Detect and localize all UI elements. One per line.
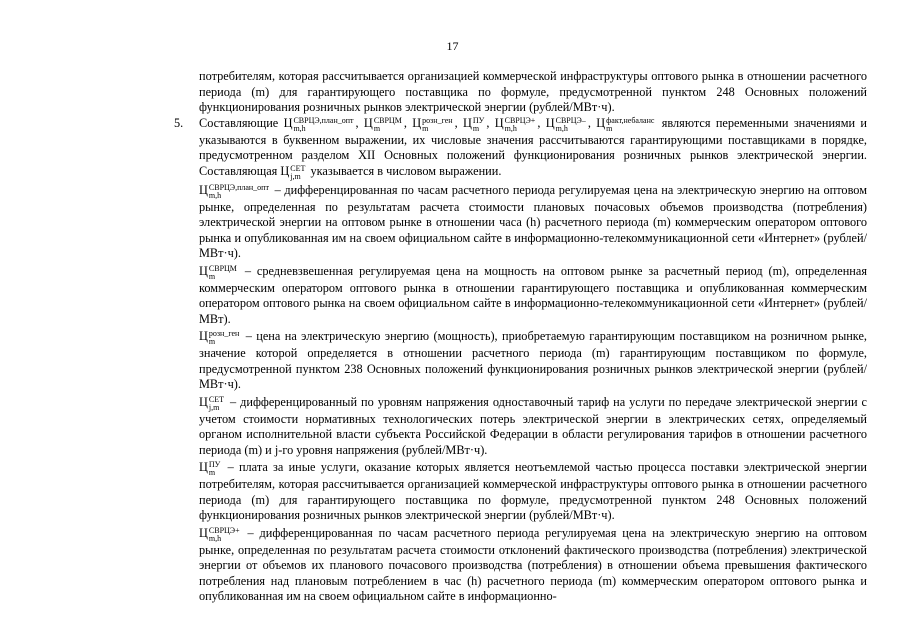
symbol-svrcm: Ц СВРЦМ m (363, 115, 402, 133)
intro-paragraph: потребителям, которая рассчитывается организацией коммерческой инфраструктуры оптового рынка в отношении расчетного периода (m) для гарантирующего поставщика по формуле, предусмотренной пунктом 248 Основных положений функционирования розничных рынков электрической энергии (рублей/МВт·ч). (199, 69, 867, 114)
symbol-plan-opt: Ц СВРЦЭ,план_опт m,h (283, 115, 354, 133)
definition-set: Ц СЕТ j,m – дифференцированный по уровням напряжения одноставочный тариф на услуги по передаче электрической энергии с учетом стоимости нормативных технологических потерь электрической энергии в электрических сетях, определяемый органом исполнительной власти субъекта Российской Федерации в области регулирования тарифов в отношении расчетного периода (m) и j-го уровня напряжения (рублей/МВт·ч). (199, 394, 867, 457)
definition-rozn-gen: Ц розн_ген m – цена на электрическую энергию (мощность), приобретаемую гарантирующим поставщиком на розничном рынке, значение которой определяется в отношении расчетного периода (m) гарантирующим поставщиком по формуле, предусмотренной пунктом 238 Основных положений функционирования розничных рынков электрической энергии (рублей/МВт·ч). (199, 329, 867, 391)
symbol-svrce-plus: Ц СВРЦЭ+ m,h (494, 115, 536, 133)
item-5-text: являются переменными значениями и указываются в буквенном выражении, их числовые значения рассчитываются гарантирующими поставщиками в порядке, предусмотренном разделом XII Основных положений функционирования розничных рынков электрической энергии. (199, 115, 867, 162)
definition-symbol: Ц СВРЦЭ,план_опт m,h (199, 182, 269, 200)
definition-symbol: Ц СЕТ j,m (199, 394, 224, 412)
list-item-5 (174, 115, 868, 605)
symbol-pu: Ц ПУ m (462, 115, 485, 133)
document-body (174, 69, 868, 605)
definition-svrcm: Ц СВРЦМ m – средневзвешенная регулируемая цена на мощность на оптовом рынке за расчетный период (m), определенная коммерческим оператором оптового рынка в отношении гарантирующего поставщика и опубликованная коммерческим оператором оптового рынка на своем официальном сайте в информационно-телекоммуникационной сети «Интернет» (рублей/МВт). (199, 263, 868, 326)
page-number: 17 (446, 39, 459, 53)
item-5-paragraph: Составляющие Ц СВРЦЭ,план_опт m,h , Ц СВРЦМ m , Ц розн_ген m , Ц ПУ m , Ц СВРЦЭ+ m,h , Ц СВРЦЭ– m,h , Ц факт,небаланс m являются переменными значениями и указываются в буквенном выражении, их числовые значения рассчитываются гарантирующими поставщиками в порядке, предусмотренном разделом XII Основных положений функционирования розничных рынков электрической энергии. Составляющая Ц СЕТ j,m указывается в числовом выражении. (199, 115, 867, 181)
definition-plan-opt: Ц СВРЦЭ,план_опт m,h – дифференцированная по часам расчетного периода регулируемая цена на электрическую энергию на оптовом рынке, определенная по результатам расчета стоимости плановых почасовых объемов производства (потребления) электрической энергии на оптовом рынке в отношении часа (h) расчетного периода (m) коммерческим оператором оптового рынка и опубликованная им на своем официальном сайте в информационно-телекоммуникационной сети «Интернет» (рублей/МВт·ч). (199, 182, 867, 260)
definition-svrce-plus: Ц СВРЦЭ+ m,h – дифференцированная по часам расчетного периода регулируемая цена на электрическую энергию на оптовом рынке, определенная по результатам расчета стоимости отклонений фактического производства (потребления) электрической энергии от объемов их планового почасового производства (потребления) в отношении объема превышения фактического потребления над плановым потреблением в час (h) расчетного периода (m) коммерческим оператором оптового рынка и опубликованная им на своем официальном сайте в информационно- (199, 525, 867, 603)
item-5-text2-post: указывается в числовом выражении. (310, 163, 502, 178)
item-5-lead: Составляющие (199, 115, 279, 130)
symbol-svrce-minus: Ц СВРЦЭ– m,h (545, 115, 586, 133)
symbol-rozn-gen: Ц розн_ген m (412, 115, 453, 133)
list-item-number: 5. (174, 115, 184, 130)
definition-symbol: Ц СВРЦМ m (199, 263, 237, 281)
definition-pu: Ц ПУ m – плата за иные услуги, оказание которых является неотъемлемой частью процесса поставки электрической энергии потребителям, которая рассчитывается организацией коммерческой инфраструктуры оптового рынка в отношении расчетного периода (m) для гарантирующего поставщика по формуле, предусмотренной пунктом 248 Основных положений функционирования розничных рынков электрической энергии (рублей/МВт·ч). (199, 460, 867, 522)
definition-symbol: Ц СВРЦЭ+ m,h (199, 525, 240, 543)
item-5-text2-pre: Составляющая (199, 163, 278, 178)
definition-symbol: Ц розн_ген m (199, 329, 240, 346)
definition-symbol: Ц ПУ m (199, 460, 221, 477)
symbol-set: Ц СЕТ j,m (280, 163, 306, 181)
symbol-fakt-nebalans: Ц факт,небаланс m (596, 115, 655, 133)
